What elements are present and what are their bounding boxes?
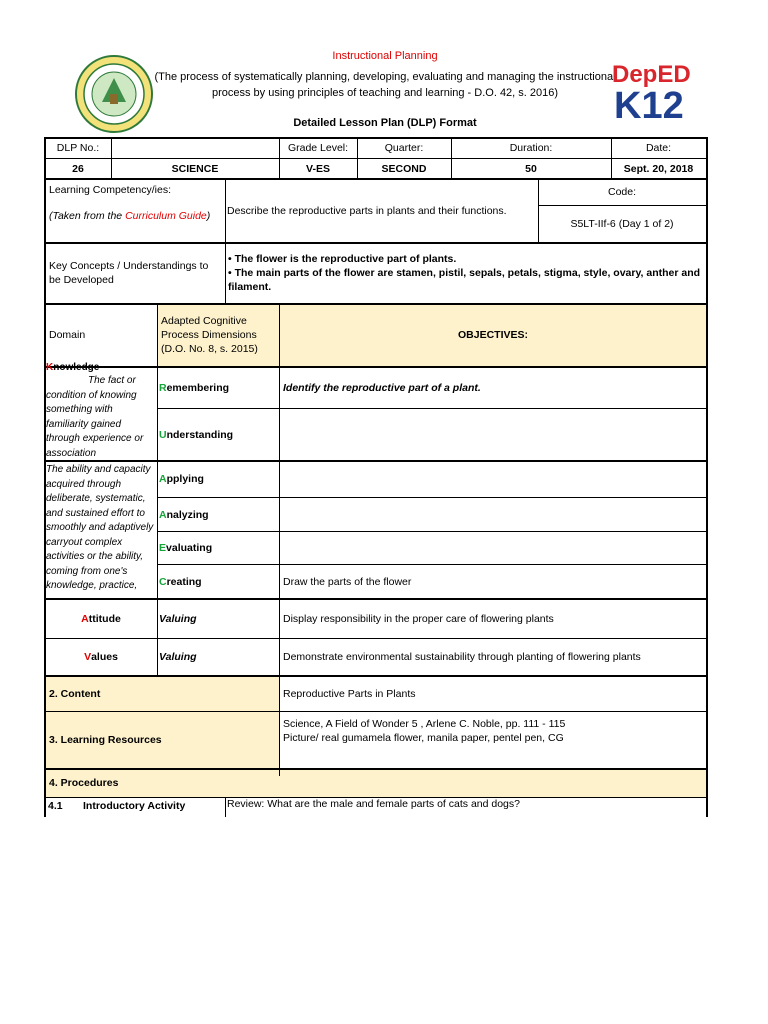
intro-activity-label: Introductory Activity	[83, 800, 186, 812]
code-value: S5LT-IIf-6 (Day 1 of 2)	[570, 218, 674, 230]
knowledge-first-letter: K	[46, 362, 54, 373]
domain-label: Domain	[49, 329, 86, 341]
grade-level-label: Grade Level:	[287, 142, 349, 154]
creating-label	[159, 565, 279, 598]
skills-description: The ability and capacity acquired through deliberate, systematic, and sustained effort to smoothly and adaptively carryout complex activities or the ability, coming from one's knowledge, practice,	[46, 464, 154, 591]
understanding-objective	[279, 409, 707, 460]
applying-first: A	[159, 473, 167, 485]
knowledge-rest: nowledge	[53, 362, 100, 373]
analyzing-rest: nalyzing	[166, 508, 209, 521]
intro-activity-number: 4.1	[48, 800, 63, 812]
dlp-no-label: DLP No.:	[56, 142, 100, 154]
deped-k12-logo-icon	[606, 54, 706, 124]
dlp-no-value: 26	[72, 162, 84, 175]
values-first: V	[84, 651, 92, 663]
knowledge-domain-cell	[46, 362, 157, 459]
procedures-label: 4. Procedures	[49, 777, 119, 789]
resources-line2: Picture/ real gumamela flower, manila paper, pentel pen, CG	[283, 732, 564, 744]
values-rest: alues	[91, 651, 118, 663]
knowledge-title	[46, 362, 157, 374]
remembering-rest: emembering	[166, 381, 230, 394]
grade-level-value: V-ES	[306, 162, 330, 175]
competency-label-cell	[45, 184, 225, 240]
remembering-first: R	[159, 381, 167, 394]
quarter-value: SECOND	[381, 162, 427, 175]
quarter-label: Quarter:	[384, 142, 424, 154]
creating-first: C	[159, 575, 167, 588]
understanding-label	[159, 409, 279, 460]
date-label: Date:	[645, 142, 672, 154]
date-value: Sept. 20, 2018	[623, 162, 694, 175]
values-objective: Demonstrate environmental sustainability through planting of flowering plants	[283, 651, 641, 663]
header-subtitle	[150, 69, 620, 101]
attitude-process: Valuing	[159, 612, 197, 625]
creating-rest: reating	[166, 575, 202, 588]
duration-label: Duration:	[509, 142, 553, 154]
key-concept-2: • The main parts of the flower are stamen, pistil, sepals, petals, stigma, style, ovary, anther and filament.	[228, 267, 701, 293]
remembering-objective: Identify the reproductive part of a plant.	[283, 381, 481, 394]
attitude-first: A	[81, 612, 89, 625]
evaluating-first: E	[159, 542, 167, 554]
applying-rest: pplying	[166, 473, 204, 485]
understanding-rest: nderstanding	[166, 428, 234, 441]
subject-value: SCIENCE	[171, 162, 219, 175]
knowledge-description: The fact or condition of knowing something with familiarity gained through experience or association	[46, 375, 144, 459]
adapted-dimensions-label: Adapted Cognitive Process Dimensions (D.O. No. 8, s. 2015)	[161, 315, 258, 355]
resources-line1: Science, A Field of Wonder 5 , Arlene C. Noble, pp. 111 - 115	[283, 718, 566, 730]
analyzing-objective	[279, 498, 707, 531]
remembering-label	[159, 367, 279, 408]
resources-label: 3. Learning Resources	[49, 734, 162, 746]
attitude-rest: ttitude	[88, 612, 121, 625]
evaluating-rest: valuating	[166, 542, 213, 554]
key-concepts-text	[228, 252, 706, 298]
content-value: Reproductive Parts in Plants	[283, 687, 416, 700]
key-concepts-label: Key Concepts / Understandings to be Developed	[49, 260, 209, 286]
attitude-label	[45, 599, 157, 638]
resources-value	[279, 717, 707, 765]
logo-text-top: DepED	[612, 61, 691, 88]
applying-label	[159, 461, 279, 497]
header-subtitle-line2: process by using principles of teaching and learning - D.O. 42, s. 2016)	[211, 87, 559, 99]
objectives-label: OBJECTIVES:	[457, 329, 528, 341]
applying-objective	[279, 461, 707, 497]
deped-k12-logo	[606, 54, 706, 124]
competency-text: Describe the reproductive parts in plants and their functions.	[227, 204, 507, 217]
evaluating-objective	[279, 532, 707, 564]
competency-label: Learning Competency/ies:	[49, 184, 171, 196]
curriculum-guide-note	[49, 210, 222, 222]
taken-prefix: (Taken from the	[49, 210, 126, 222]
creating-objective: Draw the parts of the flower	[283, 575, 412, 588]
content-label: 2. Content	[49, 687, 101, 700]
code-label: Code:	[607, 186, 637, 198]
curriculum-guide-link: Curriculum Guide	[125, 210, 207, 222]
evaluating-label	[159, 532, 279, 564]
form-title: Detailed Lesson Plan (DLP) Format	[293, 117, 477, 129]
values-label	[45, 639, 157, 675]
duration-value: 50	[525, 162, 537, 175]
deped-seal-icon	[74, 54, 154, 134]
attitude-objective: Display responsibility in the proper care of flowering plants	[283, 612, 554, 625]
header-title: Instructional Planning	[332, 50, 438, 62]
analyzing-first: A	[159, 508, 167, 521]
logo-text-bottom: K12	[614, 85, 684, 124]
understanding-first: U	[159, 428, 167, 441]
header-subtitle-line1: (The process of systematically planning, developing, evaluating and managing the instructional	[154, 71, 616, 83]
key-concept-1: • The flower is the reproductive part of plants.	[228, 253, 457, 265]
values-process: Valuing	[159, 651, 197, 663]
intro-activity-text: Review: What are the male and female parts of cats and dogs?	[227, 798, 520, 810]
taken-suffix: )	[206, 210, 211, 222]
analyzing-label	[159, 498, 279, 531]
